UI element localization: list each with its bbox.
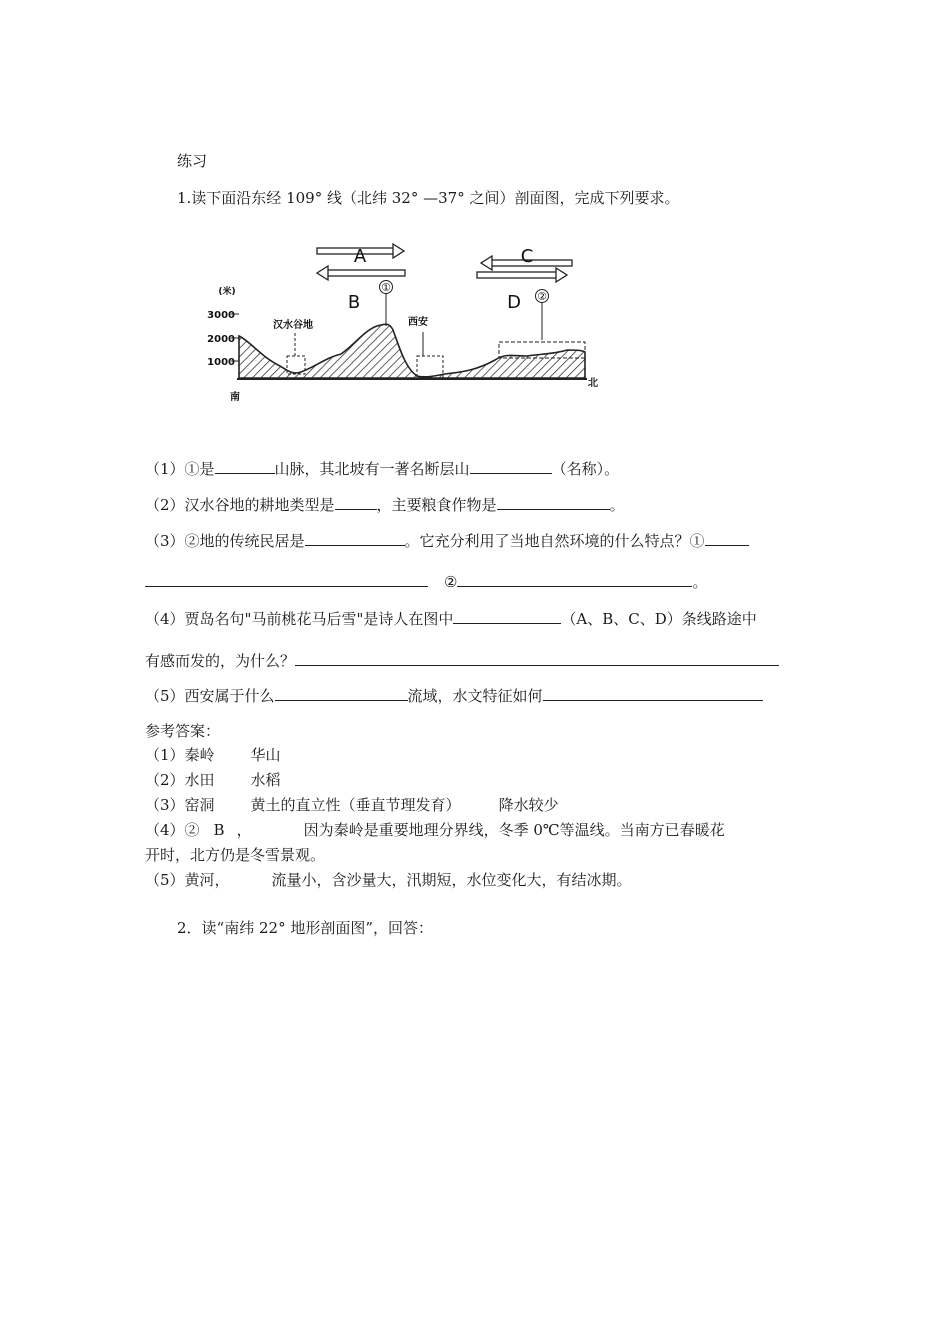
q1-4-text-c: 有感而发的，为什么？ xyxy=(145,652,296,670)
blank-4-1[interactable] xyxy=(453,608,561,624)
route-arrow-b xyxy=(317,266,405,280)
route-arrow-d xyxy=(477,268,567,282)
answer-4-line-1: 因为秦岭是重要地理分界线，冬季 0℃等温线。当南方已春暖花 xyxy=(303,821,725,839)
question-1-3-line2 xyxy=(145,571,707,592)
q1-5-text-a: （5）西安属于什么 xyxy=(145,687,275,705)
answer-2 xyxy=(145,770,281,790)
question-2-title: 2．读“南纬 22° 地形剖面图”，回答： xyxy=(177,919,434,937)
route-label-d: D xyxy=(507,292,521,313)
q1-2-text-a: （2）汉水谷地的耕地类型是 xyxy=(145,496,335,514)
marker-2: ② xyxy=(537,290,547,303)
q1-3-text-c: ② xyxy=(444,573,458,591)
q1-4-text-a: （4）贾岛名句"马前桃花马后雪"是诗人在图中 xyxy=(145,610,454,628)
blank-1-2[interactable] xyxy=(470,458,552,474)
q1-1-text-c: （名称）。 xyxy=(551,460,620,478)
q1-4-text-b: （A、B、C、D）条线路途中 xyxy=(561,610,757,628)
answers-title: 参考答案： xyxy=(145,722,221,740)
answer-3-value-1: 黄土的直立性（垂直节理发育） xyxy=(250,796,461,814)
direction-north: 北 xyxy=(588,378,598,389)
q1-1-text-b: 山脉，其北坡有一著名断层山 xyxy=(274,460,470,478)
blank-5-2[interactable] xyxy=(543,685,763,701)
question-1-1 xyxy=(145,458,619,479)
route-label-a: A xyxy=(353,246,367,267)
q1-2-text-c: 。 xyxy=(609,496,625,514)
route-label-b: B xyxy=(347,292,361,313)
blank-3-3[interactable] xyxy=(145,571,428,587)
blank-2-1[interactable] xyxy=(335,494,377,510)
answer-4-continued: 开时，北方仍是冬雪景观。 xyxy=(145,846,326,864)
blank-3-2[interactable] xyxy=(705,530,749,546)
answer-1 xyxy=(145,745,281,765)
answer-3-label: （3）窑洞 xyxy=(145,796,215,814)
blank-2-2[interactable] xyxy=(497,494,610,510)
answer-4-letter: B xyxy=(213,821,225,839)
answer-4-label: （4）② xyxy=(145,821,200,839)
place-label-xian: 西安 xyxy=(408,317,428,328)
q1-5-text-b: 流域，水文特征如何 xyxy=(407,687,543,705)
answer-5 xyxy=(145,870,632,890)
cross-section-figure xyxy=(205,238,610,410)
answer-3 xyxy=(145,795,559,815)
answer-5-value: 流量小，含沙量大，汛期短，水位变化大，有结冰期。 xyxy=(271,871,632,889)
q1-3-text-a: （3）②地的传统民居是 xyxy=(145,532,305,550)
answer-1-label: （1）秦岭 xyxy=(145,746,215,764)
direction-south: 南 xyxy=(230,392,240,403)
page-heading: 练习 xyxy=(177,152,208,170)
question-1-2 xyxy=(145,494,625,515)
q1-2-text-b: ，主要粮食作物是 xyxy=(376,496,497,514)
question-1-5 xyxy=(145,685,763,706)
blank-5-1[interactable] xyxy=(275,685,408,701)
blank-3-4[interactable] xyxy=(457,571,692,587)
unit-label: (米) xyxy=(218,287,236,297)
answer-2-label: （2）水田 xyxy=(145,771,215,789)
marker-1: ① xyxy=(381,281,391,294)
y-tick-1000: 1000 xyxy=(207,357,235,368)
answer-4 xyxy=(145,820,725,840)
route-label-c: C xyxy=(520,246,534,267)
answer-2-value: 水稻 xyxy=(250,771,281,789)
answer-5-label: （5）黄河， xyxy=(145,871,230,889)
blank-3-1[interactable] xyxy=(305,530,405,546)
blank-1-1[interactable] xyxy=(215,458,275,474)
question-1-3 xyxy=(145,530,749,551)
q1-1-text-a: （1）①是 xyxy=(145,460,215,478)
q1-3-text-b: 。它充分利用了当地自然环境的什么特点？① xyxy=(404,532,705,550)
answer-3-value-2: 降水较少 xyxy=(498,796,559,814)
q1-3-text-d: 。 xyxy=(692,573,708,591)
question-1-4-line2 xyxy=(145,650,779,671)
blank-4-2[interactable] xyxy=(295,650,779,666)
question-1-title: 1.读下面沿东经 109° 线（北纬 32° —37° 之间）剖面图，完成下列要求。 xyxy=(177,189,680,207)
place-label-hanshui-valley: 汉水谷地 xyxy=(273,320,313,331)
answer-4-comma: ， xyxy=(236,821,252,839)
question-1-4 xyxy=(145,608,757,629)
y-tick-2000: 2000 xyxy=(207,334,235,345)
terrain-profile xyxy=(239,324,585,378)
answer-1-value: 华山 xyxy=(250,746,281,764)
y-tick-3000: 3000 xyxy=(207,310,235,321)
